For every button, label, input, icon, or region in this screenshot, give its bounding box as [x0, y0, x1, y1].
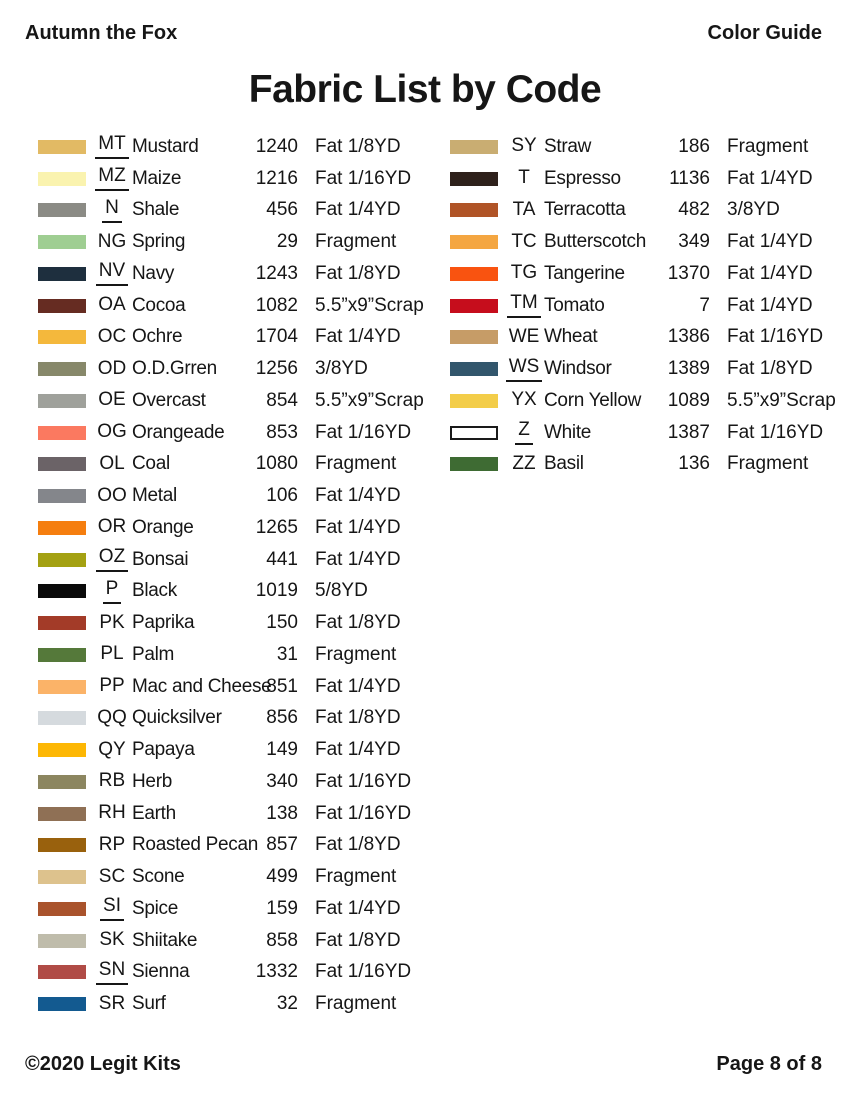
fabric-code-cell	[92, 579, 132, 604]
fabric-code-cell	[504, 327, 544, 348]
fabric-cut-size: Fat 1/8YD	[727, 358, 813, 380]
fabric-cut-size: Fat 1/4YD	[727, 294, 813, 316]
fabric-row	[38, 925, 450, 957]
fabric-cut-size: Fat 1/16YD	[315, 802, 412, 824]
page-footer	[25, 1053, 822, 1076]
fabric-cut-size: Fragment	[315, 993, 397, 1015]
fabric-code: N	[102, 198, 122, 223]
fabric-row	[38, 131, 450, 163]
fabric-color-swatch	[38, 648, 86, 662]
fabric-color-swatch	[38, 616, 86, 630]
fabric-name: Orangeade	[132, 421, 225, 443]
fabric-name: Straw	[544, 135, 592, 157]
fabric-cut-size: Fragment	[315, 643, 397, 665]
fabric-cut-size: Fat 1/4YD	[315, 739, 401, 761]
fabric-cut-size: Fat 1/8YD	[315, 135, 401, 157]
fabric-code-cell	[92, 803, 132, 824]
fabric-code: TM	[507, 293, 540, 318]
fabric-cut-size: Fat 1/8YD	[315, 834, 401, 856]
fabric-code: NG	[97, 230, 127, 252]
fabric-number: 857	[266, 834, 298, 856]
fabric-cut-size: Fat 1/8YD	[315, 612, 401, 634]
fabric-cut-size: 3/8YD	[727, 199, 780, 221]
fabric-number: 853	[266, 421, 298, 443]
fabric-name: Papaya	[132, 739, 195, 761]
fabric-number: 1256	[255, 358, 298, 380]
fabric-cut-size: Fat 1/4YD	[315, 199, 401, 221]
fabric-name: Orange	[132, 516, 194, 538]
fabric-code: ZZ	[512, 452, 536, 474]
fabric-column-left	[38, 131, 450, 1020]
fabric-color-swatch	[450, 426, 498, 440]
fabric-number: 32	[276, 993, 298, 1015]
fabric-row	[38, 195, 450, 227]
fabric-row	[38, 512, 450, 544]
fabric-code: MT	[95, 134, 128, 159]
fabric-name: Mac and Cheese	[132, 675, 272, 697]
fabric-code: SC	[98, 865, 126, 887]
fabric-code: QQ	[97, 706, 127, 728]
fabric-name: Shiitake	[132, 929, 198, 951]
fabric-number: 456	[266, 199, 298, 221]
fabric-row	[38, 703, 450, 735]
fabric-cut-size: Fat 1/4YD	[315, 548, 401, 570]
fabric-color-swatch	[450, 362, 498, 376]
fabric-color-swatch	[450, 235, 498, 249]
fabric-row	[38, 417, 450, 449]
fabric-row	[38, 988, 450, 1020]
fabric-cut-size: 3/8YD	[315, 358, 368, 380]
fabric-code-cell	[92, 454, 132, 475]
fabric-number: 854	[266, 389, 298, 411]
fabric-color-swatch	[38, 775, 86, 789]
fabric-name: Sienna	[132, 961, 190, 983]
fabric-code-cell	[504, 232, 544, 253]
fabric-code: OD	[97, 357, 127, 379]
fabric-number: 851	[266, 675, 298, 697]
fabric-color-swatch	[38, 140, 86, 154]
fabric-color-swatch	[38, 997, 86, 1011]
fabric-cut-size: 5.5”x9”Scrap	[315, 389, 424, 411]
page-header	[25, 22, 822, 45]
fabric-cut-size: Fat 1/4YD	[727, 262, 813, 284]
fabric-number: 149	[266, 739, 298, 761]
fabric-code: PK	[99, 611, 125, 633]
fabric-row	[38, 576, 450, 608]
fabric-code: T	[518, 167, 530, 189]
fabric-row	[450, 163, 850, 195]
fabric-code-cell	[504, 293, 544, 318]
fabric-code-cell	[504, 454, 544, 475]
fabric-number: 1243	[255, 262, 298, 284]
fabric-cut-size: Fat 1/16YD	[315, 770, 412, 792]
fabric-number: 1387	[667, 421, 710, 443]
fabric-code: TG	[510, 262, 538, 284]
fabric-row	[450, 353, 850, 385]
fabric-name: Ochre	[132, 326, 183, 348]
fabric-name: Espresso	[544, 167, 621, 189]
fabric-number: 1332	[255, 961, 298, 983]
fabric-row	[38, 893, 450, 925]
fabric-row	[38, 607, 450, 639]
fabric-name: Basil	[544, 453, 584, 475]
fabric-name: Overcast	[132, 389, 206, 411]
fabric-code: QY	[98, 738, 126, 760]
fabric-code: OL	[99, 452, 125, 474]
fabric-row	[38, 830, 450, 862]
fabric-code-cell	[92, 232, 132, 253]
fabric-column-right	[450, 131, 850, 480]
fabric-code: WE	[508, 325, 540, 347]
fabric-number: 1389	[667, 358, 710, 380]
fabric-code-cell	[92, 390, 132, 411]
fabric-color-swatch	[38, 711, 86, 725]
fabric-code: MZ	[95, 166, 128, 191]
fabric-code-cell	[504, 390, 544, 411]
fabric-color-swatch	[38, 394, 86, 408]
fabric-name: Black	[132, 580, 177, 602]
fabric-cut-size: Fat 1/4YD	[727, 167, 813, 189]
fabric-code-cell	[92, 359, 132, 380]
fabric-number: 29	[276, 231, 298, 253]
fabric-code: P	[103, 579, 122, 604]
fabric-color-swatch	[450, 330, 498, 344]
fabric-color-swatch	[450, 203, 498, 217]
fabric-name: Tangerine	[544, 262, 625, 284]
fabric-code-cell	[92, 644, 132, 665]
fabric-row	[38, 671, 450, 703]
fabric-code: RH	[98, 802, 126, 824]
fabric-number: 499	[266, 866, 298, 888]
fabric-number: 136	[678, 453, 710, 475]
fabric-name: Terracotta	[544, 199, 626, 221]
page-number: Page 8 of 8	[716, 1053, 822, 1075]
fabric-number: 1704	[255, 326, 298, 348]
fabric-code-cell	[92, 676, 132, 697]
fabric-name: Wheat	[544, 326, 598, 348]
fabric-cut-size: Fat 1/16YD	[727, 326, 824, 348]
fabric-color-swatch	[450, 172, 498, 186]
fabric-row	[38, 544, 450, 576]
fabric-code: OO	[97, 484, 127, 506]
fabric-name: Navy	[132, 262, 175, 284]
fabric-row	[450, 290, 850, 322]
fabric-code: TC	[511, 230, 537, 252]
fabric-code-cell	[92, 613, 132, 634]
fabric-color-swatch	[38, 489, 86, 503]
fabric-row	[38, 290, 450, 322]
fabric-number: 856	[266, 707, 298, 729]
fabric-number: 150	[266, 612, 298, 634]
fabric-color-swatch	[38, 330, 86, 344]
fabric-code-cell	[92, 198, 132, 223]
fabric-color-swatch	[38, 807, 86, 821]
fabric-code-cell	[504, 200, 544, 221]
fabric-color-swatch	[38, 172, 86, 186]
fabric-name: Tomato	[544, 294, 605, 316]
fabric-code: YX	[511, 389, 537, 411]
fabric-row	[38, 734, 450, 766]
fabric-number: 1370	[667, 262, 710, 284]
fabric-row	[38, 322, 450, 354]
fabric-row	[450, 417, 850, 449]
fabric-row	[38, 258, 450, 290]
fabric-name: Herb	[132, 770, 172, 792]
fabric-code: SI	[100, 896, 124, 921]
page-title: Fabric List by Code	[248, 68, 602, 111]
fabric-name: Spring	[132, 231, 186, 253]
fabric-code-cell	[504, 168, 544, 189]
fabric-name: Maize	[132, 167, 182, 189]
copyright-text: ©2020 Legit Kits	[25, 1053, 181, 1075]
fabric-color-swatch	[38, 902, 86, 916]
fabric-row	[450, 449, 850, 481]
fabric-color-swatch	[38, 457, 86, 471]
fabric-number: 186	[678, 135, 710, 157]
fabric-name: Quicksilver	[132, 707, 222, 729]
fabric-color-swatch	[38, 584, 86, 598]
fabric-row	[38, 957, 450, 989]
fabric-name: Surf	[132, 993, 166, 1015]
fabric-number: 349	[678, 231, 710, 253]
fabric-cut-size: Fat 1/4YD	[727, 231, 813, 253]
fabric-code-cell	[92, 486, 132, 507]
fabric-color-swatch	[38, 362, 86, 376]
fabric-color-swatch	[38, 743, 86, 757]
fabric-code-cell	[92, 517, 132, 538]
fabric-code: SR	[98, 992, 126, 1014]
fabric-cut-size: 5.5”x9”Scrap	[727, 389, 836, 411]
fabric-cut-size: Fat 1/16YD	[727, 421, 824, 443]
fabric-code-cell	[92, 547, 132, 572]
fabric-color-swatch	[38, 934, 86, 948]
fabric-name: Paprika	[132, 612, 195, 634]
fabric-code-cell	[92, 994, 132, 1015]
fabric-code-cell	[92, 960, 132, 985]
document-type-label: Color Guide	[707, 22, 822, 44]
fabric-code: OA	[98, 294, 126, 316]
fabric-number: 138	[266, 802, 298, 824]
fabric-columns	[38, 131, 850, 1020]
fabric-name: Bonsai	[132, 548, 189, 570]
fabric-name: Cocoa	[132, 294, 186, 316]
fabric-code: SK	[99, 929, 125, 951]
fabric-number: 1216	[255, 167, 298, 189]
fabric-cut-size: Fat 1/16YD	[315, 961, 412, 983]
fabric-code: NV	[96, 261, 128, 286]
fabric-code: OZ	[96, 547, 128, 572]
fabric-name: Windsor	[544, 358, 612, 380]
fabric-code-cell	[504, 136, 544, 157]
fabric-cut-size: Fragment	[727, 135, 809, 157]
fabric-cut-size: Fat 1/4YD	[315, 675, 401, 697]
fabric-row	[450, 195, 850, 227]
fabric-number: 1386	[667, 326, 710, 348]
fabric-code-cell	[504, 420, 544, 445]
fabric-row	[38, 639, 450, 671]
pattern-title: Autumn the Fox	[25, 22, 178, 44]
fabric-row	[38, 163, 450, 195]
fabric-color-swatch	[38, 299, 86, 313]
fabric-number: 1080	[255, 453, 298, 475]
fabric-row	[450, 131, 850, 163]
fabric-row	[38, 449, 450, 481]
fabric-code-cell	[92, 896, 132, 921]
fabric-color-swatch	[450, 267, 498, 281]
fabric-color-swatch	[38, 838, 86, 852]
fabric-cut-size: Fragment	[315, 866, 397, 888]
fabric-number: 1136	[669, 167, 710, 189]
fabric-code: OE	[98, 389, 126, 411]
fabric-name: Earth	[132, 802, 176, 824]
fabric-code: PP	[99, 675, 125, 697]
fabric-code: TA	[512, 198, 536, 220]
fabric-row	[450, 226, 850, 258]
fabric-cut-size: Fat 1/4YD	[315, 485, 401, 507]
fabric-cut-size: Fragment	[727, 453, 809, 475]
fabric-code-cell	[92, 835, 132, 856]
fabric-code-cell	[92, 708, 132, 729]
fabric-color-swatch	[450, 140, 498, 154]
fabric-cut-size: 5/8YD	[315, 580, 368, 602]
fabric-name: Mustard	[132, 135, 199, 157]
fabric-color-swatch	[450, 457, 498, 471]
fabric-code-cell	[92, 134, 132, 159]
fabric-color-swatch	[38, 680, 86, 694]
fabric-color-swatch	[450, 394, 498, 408]
fabric-color-swatch	[38, 553, 86, 567]
fabric-cut-size: Fat 1/4YD	[315, 516, 401, 538]
fabric-code: SY	[511, 135, 537, 157]
fabric-number: 441	[266, 548, 298, 570]
fabric-number: 106	[266, 485, 298, 507]
fabric-row	[38, 353, 450, 385]
fabric-number: 482	[678, 199, 710, 221]
fabric-number: 159	[266, 897, 298, 919]
fabric-code: RB	[98, 770, 126, 792]
fabric-row	[38, 226, 450, 258]
fabric-color-swatch	[38, 965, 86, 979]
fabric-number: 1265	[255, 516, 298, 538]
fabric-name: Metal	[132, 485, 177, 507]
fabric-name: Butterscotch	[544, 231, 647, 253]
fabric-color-swatch	[450, 299, 498, 313]
fabric-row	[38, 480, 450, 512]
fabric-cut-size: Fat 1/8YD	[315, 707, 401, 729]
fabric-name: Corn Yellow	[544, 389, 642, 411]
fabric-code: WS	[506, 357, 543, 382]
fabric-code-cell	[92, 740, 132, 761]
fabric-name: Palm	[132, 643, 175, 665]
fabric-name: Shale	[132, 199, 180, 221]
fabric-code-cell	[92, 166, 132, 191]
fabric-row	[450, 322, 850, 354]
fabric-cut-size: Fragment	[315, 231, 397, 253]
fabric-cut-size: Fat 1/8YD	[315, 929, 401, 951]
fabric-number: 1240	[255, 135, 298, 157]
fabric-code: Z	[515, 420, 533, 445]
fabric-cut-size: Fat 1/16YD	[315, 167, 412, 189]
fabric-code: SN	[96, 960, 128, 985]
fabric-code: PL	[100, 643, 124, 665]
fabric-code-cell	[92, 867, 132, 888]
fabric-code-cell	[504, 357, 544, 382]
fabric-code-cell	[92, 930, 132, 951]
fabric-name: Spice	[132, 897, 179, 919]
fabric-cut-size: Fat 1/16YD	[315, 421, 412, 443]
fabric-cut-size: Fragment	[315, 453, 397, 475]
fabric-code-cell	[92, 261, 132, 286]
fabric-row	[38, 385, 450, 417]
fabric-color-swatch	[38, 426, 86, 440]
fabric-number: 1082	[255, 294, 298, 316]
fabric-row	[38, 861, 450, 893]
fabric-name: Scone	[132, 866, 185, 888]
fabric-code-cell	[92, 295, 132, 316]
fabric-name: White	[544, 421, 592, 443]
fabric-number: 1089	[667, 389, 710, 411]
fabric-number: 858	[266, 929, 298, 951]
fabric-number: 340	[266, 770, 298, 792]
fabric-code-cell	[504, 263, 544, 284]
fabric-cut-size: Fat 1/4YD	[315, 326, 401, 348]
fabric-number: 1019	[255, 580, 298, 602]
fabric-cut-size: Fat 1/4YD	[315, 897, 401, 919]
fabric-code: OC	[97, 325, 127, 347]
fabric-code-cell	[92, 422, 132, 443]
fabric-row	[38, 798, 450, 830]
fabric-color-swatch	[38, 235, 86, 249]
fabric-name: Roasted Pecan	[132, 834, 259, 856]
fabric-color-swatch	[38, 521, 86, 535]
fabric-color-swatch	[38, 870, 86, 884]
fabric-row	[450, 258, 850, 290]
fabric-row	[450, 385, 850, 417]
fabric-number: 31	[276, 643, 298, 665]
fabric-cut-size: 5.5”x9”Scrap	[315, 294, 424, 316]
fabric-code: OG	[97, 421, 127, 443]
fabric-color-swatch	[38, 203, 86, 217]
fabric-name: O.D.Grren	[132, 358, 217, 380]
fabric-code: RP	[98, 833, 126, 855]
fabric-code: OR	[97, 516, 127, 538]
fabric-code-cell	[92, 327, 132, 348]
fabric-name: Coal	[132, 453, 170, 475]
fabric-code-cell	[92, 771, 132, 792]
fabric-row	[38, 766, 450, 798]
fabric-number: 7	[699, 294, 710, 316]
fabric-cut-size: Fat 1/8YD	[315, 262, 401, 284]
fabric-color-swatch	[38, 267, 86, 281]
